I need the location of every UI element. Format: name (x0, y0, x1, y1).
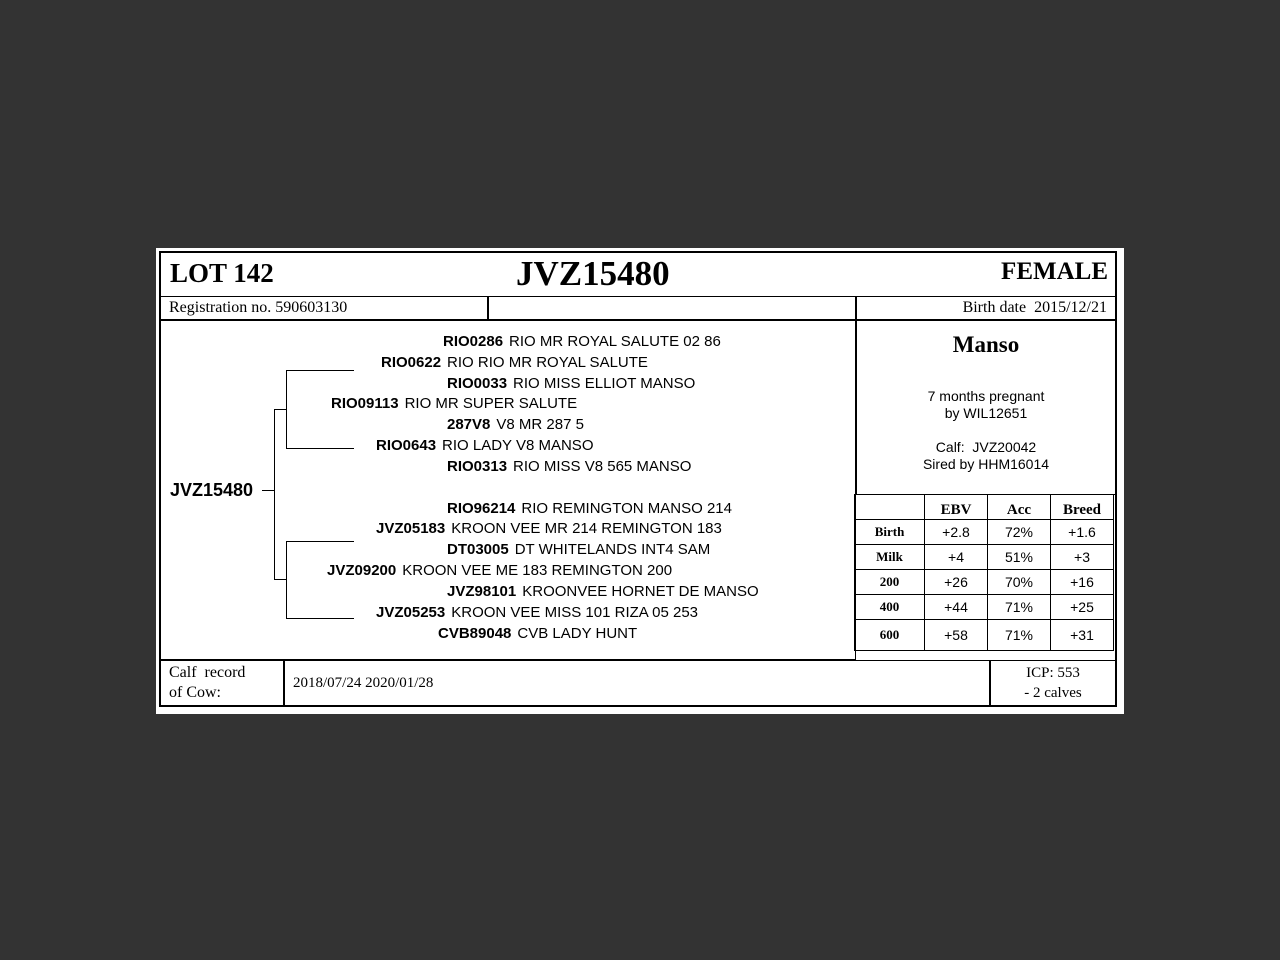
acc-header: Acc (988, 495, 1051, 520)
breed-value: +25 (1051, 595, 1114, 620)
connector-line (274, 409, 275, 580)
acc-value: 51% (988, 545, 1051, 570)
connector-line (262, 490, 274, 491)
pedigree-code: RIO96214 (447, 500, 516, 517)
breed-header: Breed (1051, 495, 1114, 520)
breed-value: +16 (1051, 570, 1114, 595)
pedigree-code: CVB89048 (438, 625, 512, 642)
lot-card (156, 248, 1124, 714)
breed-value: +31 (1051, 620, 1114, 651)
connector-line (286, 370, 287, 449)
pedigree-code: RIO0286 (443, 333, 504, 350)
pedigree-row (447, 416, 584, 433)
ebv-row-label: Milk (855, 545, 925, 570)
connector-line (286, 541, 354, 542)
connector-line (286, 541, 287, 619)
pedigree-row (447, 500, 732, 517)
registration-number: Registration no. 590603130 (169, 299, 348, 316)
acc-value: 70% (988, 570, 1051, 595)
ebv-row-label: Birth (855, 520, 925, 545)
birth-date-box (856, 296, 1116, 320)
pedigree-code: JVZ05253 (376, 604, 446, 621)
icp-value: ICP: 553 (1026, 665, 1080, 681)
ebv-row-label: 600 (855, 620, 925, 651)
connector-line (286, 370, 354, 371)
ebv-value: +26 (925, 570, 988, 595)
ebv-row (855, 595, 1114, 620)
icp-box (990, 660, 1116, 706)
pedigree-name: KROONVEE HORNET DE MANSO (522, 583, 759, 600)
pedigree-name: DT WHITELANDS INT4 SAM (514, 541, 711, 558)
calf-record-label-2: of Cow: (169, 684, 221, 701)
pedigree-name: KROON VEE MISS 101 RIZA 05 253 (451, 604, 699, 621)
breed-value: +3 (1051, 545, 1114, 570)
calf-record-label-box (160, 660, 284, 706)
ebv-value: +2.8 (925, 520, 988, 545)
pregnancy-sire: by WIL12651 (944, 405, 1028, 421)
pedigree-name: RIO MISS V8 565 MANSO (513, 458, 692, 475)
acc-value: 71% (988, 620, 1051, 651)
ebv-header-row (855, 495, 1114, 520)
breed-value: +1.6 (1051, 520, 1114, 545)
pedigree-row (443, 333, 721, 350)
pregnancy-status: 7 months pregnant (927, 388, 1045, 404)
connector-line (286, 448, 354, 449)
breed-name: Manso (952, 332, 1020, 357)
pedigree-row (376, 604, 698, 621)
ebv-row (855, 520, 1114, 545)
ebv-row-label: 400 (855, 595, 925, 620)
pedigree-name: CVB LADY HUNT (517, 625, 638, 642)
ebv-row (855, 620, 1114, 651)
pedigree-row (376, 520, 722, 537)
ebv-value: +58 (925, 620, 988, 651)
pedigree-row (447, 375, 695, 392)
ebv-corner-cell (855, 495, 925, 520)
connector-line (286, 618, 354, 619)
ebv-value: +4 (925, 545, 988, 570)
acc-value: 72% (988, 520, 1051, 545)
pedigree-code: RIO0313 (447, 458, 508, 475)
calf-sire: Sired by HHM16014 (922, 456, 1050, 472)
connector-line (274, 579, 286, 580)
pedigree-row (447, 583, 759, 600)
ebv-header: EBV (925, 495, 988, 520)
pedigree-code: RIO09113 (331, 395, 399, 412)
pedigree-row (331, 395, 577, 412)
pedigree-row (376, 437, 593, 454)
pedigree-name: RIO MR SUPER SALUTE (404, 395, 578, 412)
pedigree-code: RIO0033 (447, 375, 508, 392)
pedigree-name: RIO MR ROYAL SALUTE 02 86 (509, 333, 721, 350)
birth-date: Birth date 2015/12/21 (962, 299, 1107, 316)
pedigree-name: RIO RIO MR ROYAL SALUTE (447, 354, 648, 371)
connector-line (274, 409, 286, 410)
registration-box (160, 296, 488, 320)
ebv-row-label: 200 (855, 570, 925, 595)
pedigree-name: RIO REMINGTON MANSO 214 (521, 500, 732, 517)
acc-value: 71% (988, 595, 1051, 620)
pedigree-code: 287V8 (447, 416, 491, 433)
sex-label: FEMALE (1001, 258, 1108, 285)
pedigree-row (327, 562, 672, 579)
calf-count: - 2 calves (1024, 685, 1082, 701)
registration-blank-box (488, 296, 856, 320)
pedigree-row (447, 458, 691, 475)
calf-id: Calf: JVZ20042 (935, 439, 1037, 455)
pedigree-name: RIO MISS ELLIOT MANSO (513, 375, 696, 392)
pedigree-row (447, 541, 710, 558)
ebv-row (855, 545, 1114, 570)
pedigree-code: RIO0643 (376, 437, 437, 454)
pedigree-name: KROON VEE ME 183 REMINGTON 200 (402, 562, 673, 579)
calf-record-label: Calf record (169, 664, 246, 681)
pedigree-name: V8 MR 287 5 (496, 416, 584, 433)
pedigree-code: DT03005 (447, 541, 509, 558)
pedigree-row (438, 625, 637, 642)
lot-number: LOT 142 (170, 258, 274, 288)
ebv-row (855, 570, 1114, 595)
ebv-value: +44 (925, 595, 988, 620)
pedigree-name: RIO LADY V8 MANSO (442, 437, 594, 454)
ebv-table (854, 494, 1114, 651)
calf-record-dates-box (284, 660, 990, 706)
pedigree-row (381, 354, 648, 371)
pedigree-code: JVZ05183 (376, 520, 446, 537)
pedigree-code: RIO0622 (381, 354, 442, 371)
pedigree-code: JVZ98101 (447, 583, 517, 600)
pedigree-name: KROON VEE MR 214 REMINGTON 183 (451, 520, 722, 537)
animal-id-title: JVZ15480 (516, 254, 670, 293)
calf-record-dates: 2018/07/24 2020/01/28 (293, 675, 434, 691)
pedigree-code: JVZ09200 (327, 562, 397, 579)
pedigree-animal: JVZ15480 (170, 480, 254, 500)
